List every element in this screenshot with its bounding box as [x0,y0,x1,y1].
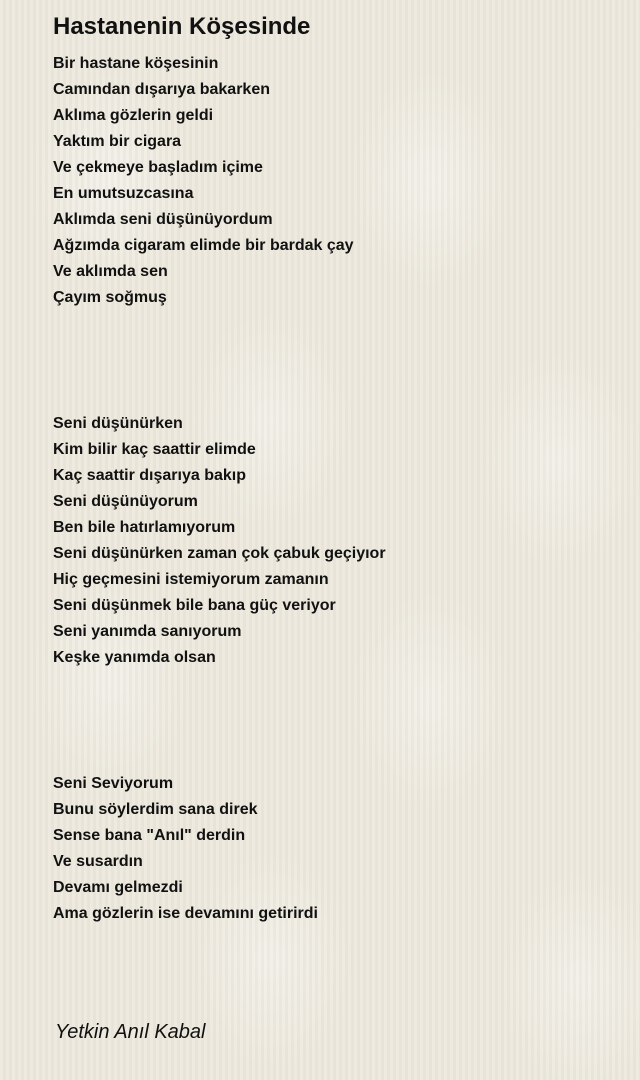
poem-line: Ben bile hatırlamıyorum [53,519,236,536]
poem-line: Ağzımda cigaram elimde bir bardak çay [53,237,354,254]
poem-line: Çayım soğmuş [53,289,167,306]
poem-line: Ve aklımda sen [53,263,168,280]
stanza-1 [53,51,354,311]
poem-line: Sense bana "Anıl" derdin [53,827,246,844]
poem-line: Seni düşünürken [53,415,183,432]
poem-line: Ve susardın [53,853,143,870]
poem-line: Seni Seviyorum [53,775,174,792]
poem-author: Yetkin Anıl Kabal [55,1021,206,1043]
stanza-2 [53,411,386,671]
poem-line: Kaç saattir dışarıya bakıp [53,467,246,484]
poem-line: Kim bilir kaç saattir elimde [53,441,256,458]
poem-line: Seni düşünürken zaman çok çabuk geçiyıor [53,545,386,562]
poem-line: Devamı gelmezdi [53,879,183,896]
poem-line: Bunu söylerdim sana direk [53,801,258,818]
poem-line: Aklıma gözlerin geldi [53,107,214,124]
poem-line: Aklımda seni düşünüyordum [53,211,273,228]
poem-line: Yaktım bir cigara [53,133,182,150]
poem-line: Seni yanımda sanıyorum [53,623,242,640]
poem-line: En umutsuzcasına [53,185,194,202]
stanza-3 [53,771,318,927]
poem-line: Seni düşünüyorum [53,493,198,510]
poem-line: Hiç geçmesini istemiyorum zamanın [53,571,329,588]
poem-line: Bir hastane köşesinin [53,55,219,72]
poem-line: Seni düşünmek bile bana güç veriyor [53,597,336,614]
poem-line: Camından dışarıya bakarken [53,81,270,98]
poem-line: Keşke yanımda olsan [53,649,216,666]
poem-title: Hastanenin Köşesinde [53,13,311,40]
poem-line: Ama gözlerin ise devamını getirirdi [53,905,318,922]
poem-line: Ve çekmeye başladım içime [53,159,263,176]
